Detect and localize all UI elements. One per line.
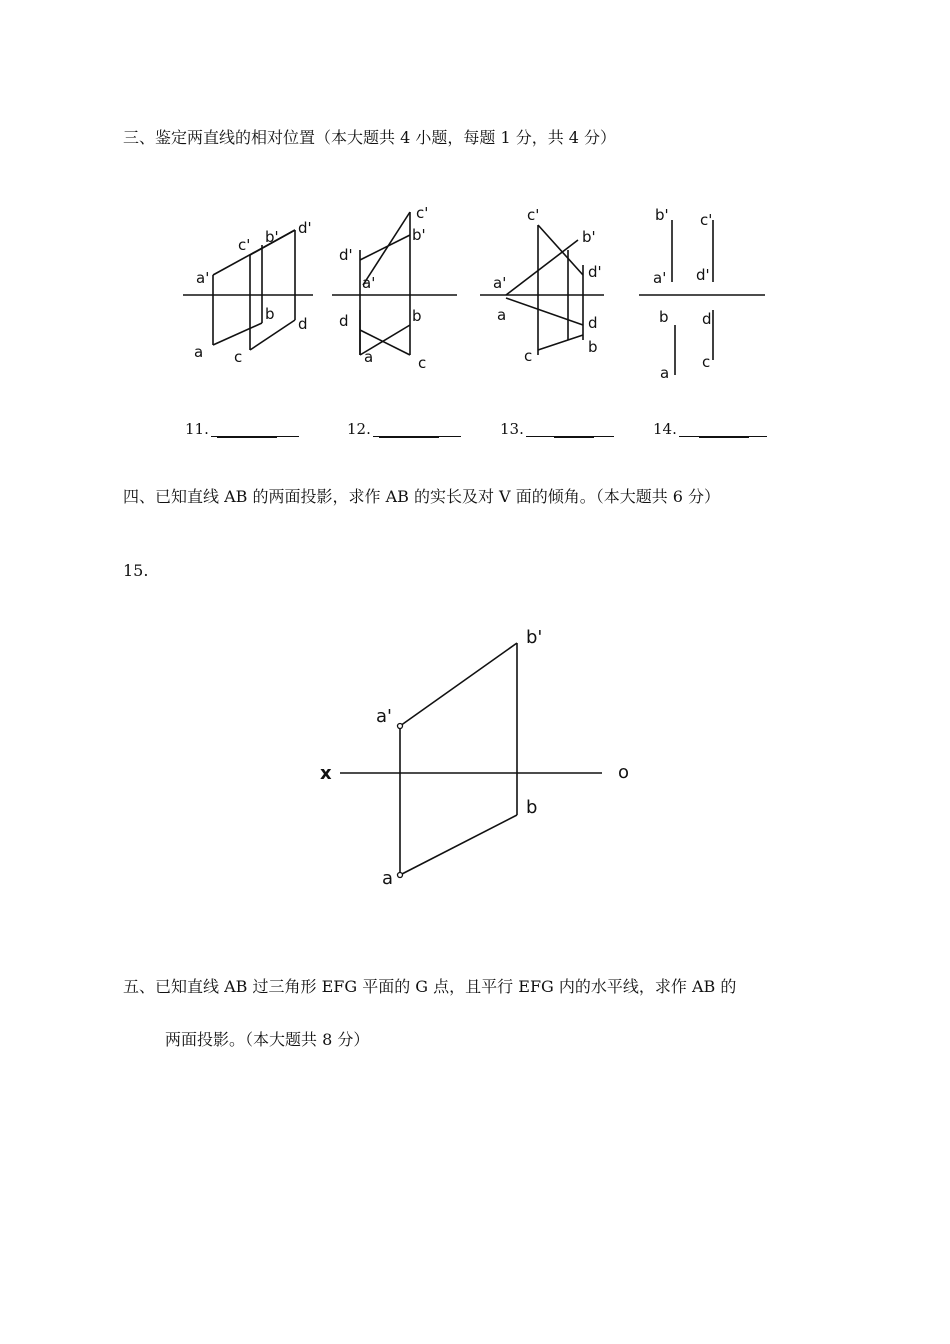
label-o: o xyxy=(618,762,630,783)
label: c' xyxy=(527,206,540,224)
line-d-prime-b-prime xyxy=(360,235,410,260)
label: a xyxy=(660,364,670,382)
label: c xyxy=(524,347,533,365)
label: d' xyxy=(588,263,602,281)
label: b xyxy=(588,338,598,356)
line-c-prime-d-prime xyxy=(538,225,583,275)
label-b-prime: b' xyxy=(526,627,543,648)
label: b' xyxy=(655,206,669,224)
answer-blank[interactable] xyxy=(211,421,299,437)
label: a xyxy=(194,343,204,361)
answer-number: 12. xyxy=(347,420,371,438)
line-a-b xyxy=(213,323,262,345)
label: d' xyxy=(298,219,312,237)
label: c xyxy=(418,354,427,372)
answer-blank[interactable] xyxy=(373,421,461,437)
label: a' xyxy=(362,274,376,292)
label-b: b xyxy=(526,797,538,818)
point-a xyxy=(398,873,403,878)
label: c xyxy=(702,353,711,371)
problem-15-number: 15. xyxy=(123,561,149,580)
label: a xyxy=(497,306,507,324)
label: c' xyxy=(416,204,429,222)
answer-number: 14. xyxy=(653,420,677,438)
label: b' xyxy=(412,226,426,244)
label: a' xyxy=(196,269,210,287)
label-a: a xyxy=(382,868,394,889)
label: b xyxy=(659,308,669,326)
label: d xyxy=(702,310,712,328)
section4-title: 四、已知直线 AB 的两面投影，求作 AB 的实长及对 V 面的倾角。（本大题共 6 分） xyxy=(123,487,721,506)
figure-14 xyxy=(635,200,775,380)
label: b' xyxy=(265,228,279,246)
label: b' xyxy=(582,228,596,246)
label: a' xyxy=(653,269,667,287)
answer-12[interactable] xyxy=(347,420,461,438)
line-a-prime-b-prime xyxy=(400,643,517,726)
answer-blank[interactable] xyxy=(526,421,614,437)
label: a xyxy=(364,348,374,366)
answer-number: 13. xyxy=(500,420,524,438)
figure-11 xyxy=(180,205,320,385)
point-a-prime xyxy=(398,724,403,729)
answer-blank[interactable] xyxy=(679,421,767,437)
answer-13[interactable] xyxy=(500,420,614,438)
label: c' xyxy=(700,211,713,229)
figure-15 xyxy=(310,610,650,910)
section5-title-line1: 五、已知直线 AB 过三角形 EFG 平面的 G 点，且平行 EFG 内的水平线，求作 AB 的 xyxy=(123,977,737,996)
figure-12 xyxy=(330,200,470,380)
line-a-d xyxy=(506,298,583,325)
label: d' xyxy=(696,266,710,284)
label: c xyxy=(234,348,243,366)
answer-14[interactable] xyxy=(653,420,767,438)
section5-title-line2: 两面投影。（本大题共 8 分） xyxy=(165,1030,370,1049)
label: c' xyxy=(238,236,251,254)
answer-number: 11. xyxy=(185,420,209,438)
label: b xyxy=(412,307,422,325)
label: a' xyxy=(493,274,507,292)
line-c-b xyxy=(538,335,583,350)
line-a-b xyxy=(400,815,517,875)
label-a-prime: a' xyxy=(376,706,392,727)
label: d xyxy=(588,314,598,332)
figure-13 xyxy=(478,200,618,380)
answer-11[interactable] xyxy=(185,420,299,438)
label: d' xyxy=(339,246,353,264)
label: d xyxy=(339,312,349,330)
section3-title: 三、鉴定两直线的相对位置（本大题共 4 小题，每题 1 分，共 4 分） xyxy=(123,128,617,147)
label: d xyxy=(298,315,308,333)
label-x: x xyxy=(320,763,332,784)
label: b xyxy=(265,305,275,323)
